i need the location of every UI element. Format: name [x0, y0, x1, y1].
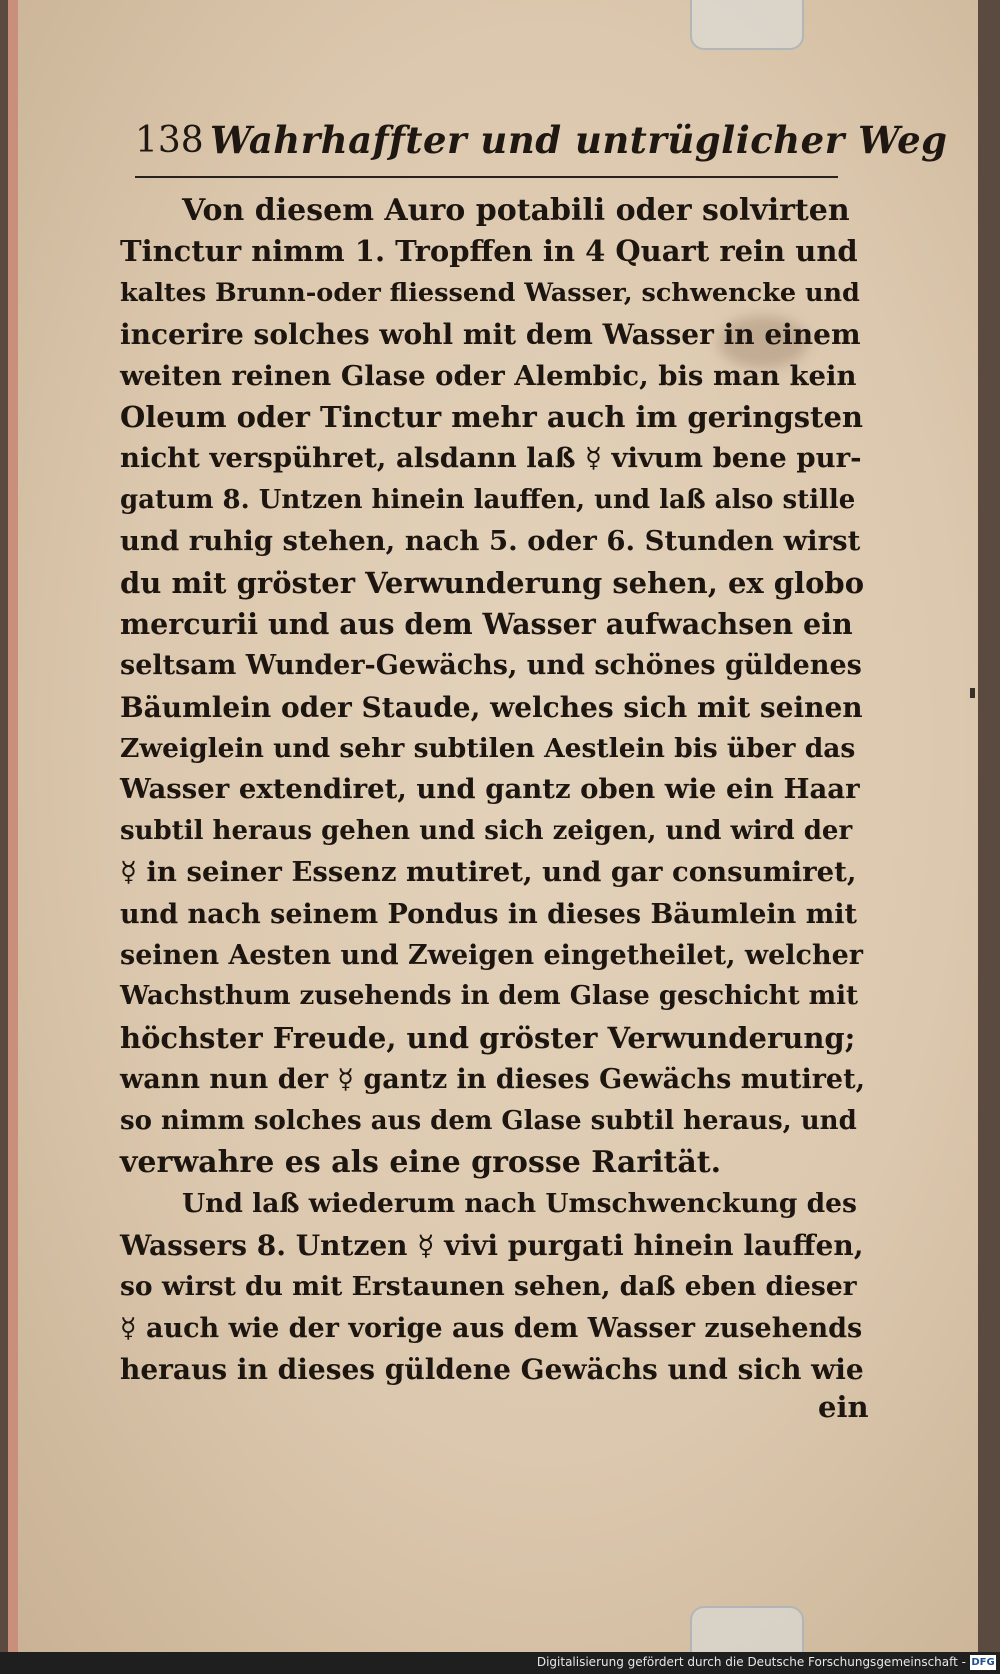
- text-line: verwahre es als eine grosse Rarität.: [120, 1144, 722, 1180]
- text-line: wann nun der ☿ gantz in dieses Gewächs mutiret,: [120, 1064, 865, 1096]
- text-line: seinen Aesten und Zweigen eingetheilet, welcher: [120, 940, 864, 972]
- text-line: subtil heraus gehen und sich zeigen, und wird der: [120, 815, 853, 846]
- funding-credit: Digitalisierung gefördert durch die Deutsche Forschungsgemeinschaft -: [536, 1655, 966, 1669]
- page-header: [135, 112, 948, 170]
- text-line: Und laß wiederum nach Umschwenckung des: [182, 1188, 857, 1220]
- text-line: ☿ in seiner Essenz mutiret, und gar consumiret,: [120, 856, 857, 889]
- text-line: seltsam Wunder-Gewächs, und schönes güldenes: [120, 650, 862, 682]
- catchword: ein: [818, 1390, 869, 1424]
- running-title: Wahrhaffter und untrüglicher Weg: [210, 118, 948, 162]
- page-clip-top: [690, 0, 804, 50]
- text-line: weiten reinen Glase oder Alembic, bis man kein: [120, 359, 857, 392]
- text-line: heraus in dieses güldene Gewächs und sich wie: [120, 1352, 864, 1386]
- text-line: Von diesem Auro potabili oder solvirten: [182, 193, 850, 228]
- text-line: Tinctur nimm 1. Tropffen in 4 Quart rein und: [120, 234, 858, 269]
- text-line: so nimm solches aus dem Glase subtil heraus, und: [120, 1105, 857, 1136]
- text-line: gatum 8. Untzen hinein lauffen, und laß also stille: [120, 484, 856, 515]
- text-line: Oleum oder Tinctur mehr auch im geringsten: [120, 399, 863, 434]
- text-line: ☿ auch wie der vorige aus dem Wasser zusehends: [120, 1312, 863, 1344]
- text-line: Wachsthum zusehends in dem Glase geschicht mit: [120, 981, 859, 1012]
- text-line: höchster Freude, und gröster Verwunderung;: [120, 1020, 856, 1055]
- text-line: du mit gröster Verwunderung sehen, ex globo: [120, 565, 865, 600]
- text-line: kaltes Brunn-oder fliessend Wasser, schwencke und: [120, 277, 860, 308]
- text-line: Wasser extendiret, und gantz oben wie ein Haar: [120, 773, 860, 806]
- body-text: [120, 190, 865, 1390]
- text-line: incerire solches wohl mit dem Wasser in einem: [120, 318, 861, 352]
- footer-bar: [0, 1652, 1000, 1674]
- text-line: und nach seinem Pondus in dieses Bäumlein mit: [120, 898, 857, 930]
- margin-mark: [970, 688, 975, 698]
- text-line: Wassers 8. Untzen ☿ vivi purgati hinein lauffen,: [120, 1228, 864, 1262]
- text-line: nicht verspühret, alsdann laß ☿ vivum bene pur-: [120, 442, 862, 475]
- text-line: Zweiglein und sehr subtilen Aestlein bis über das: [120, 733, 856, 765]
- page-clip-bottom: [690, 1606, 804, 1652]
- text-line: Bäumlein oder Staude, welches sich mit seinen: [120, 690, 863, 724]
- header-rule: [135, 176, 838, 178]
- page-number: 138: [135, 120, 204, 161]
- dfg-logo: DFG: [971, 1657, 995, 1668]
- text-line: mercurii und aus dem Wasser aufwachsen ein: [120, 606, 853, 641]
- text-line: so wirst du mit Erstaunen sehen, daß eben dieser: [120, 1271, 857, 1303]
- text-line: und ruhig stehen, nach 5. oder 6. Stunden wirst: [120, 525, 861, 558]
